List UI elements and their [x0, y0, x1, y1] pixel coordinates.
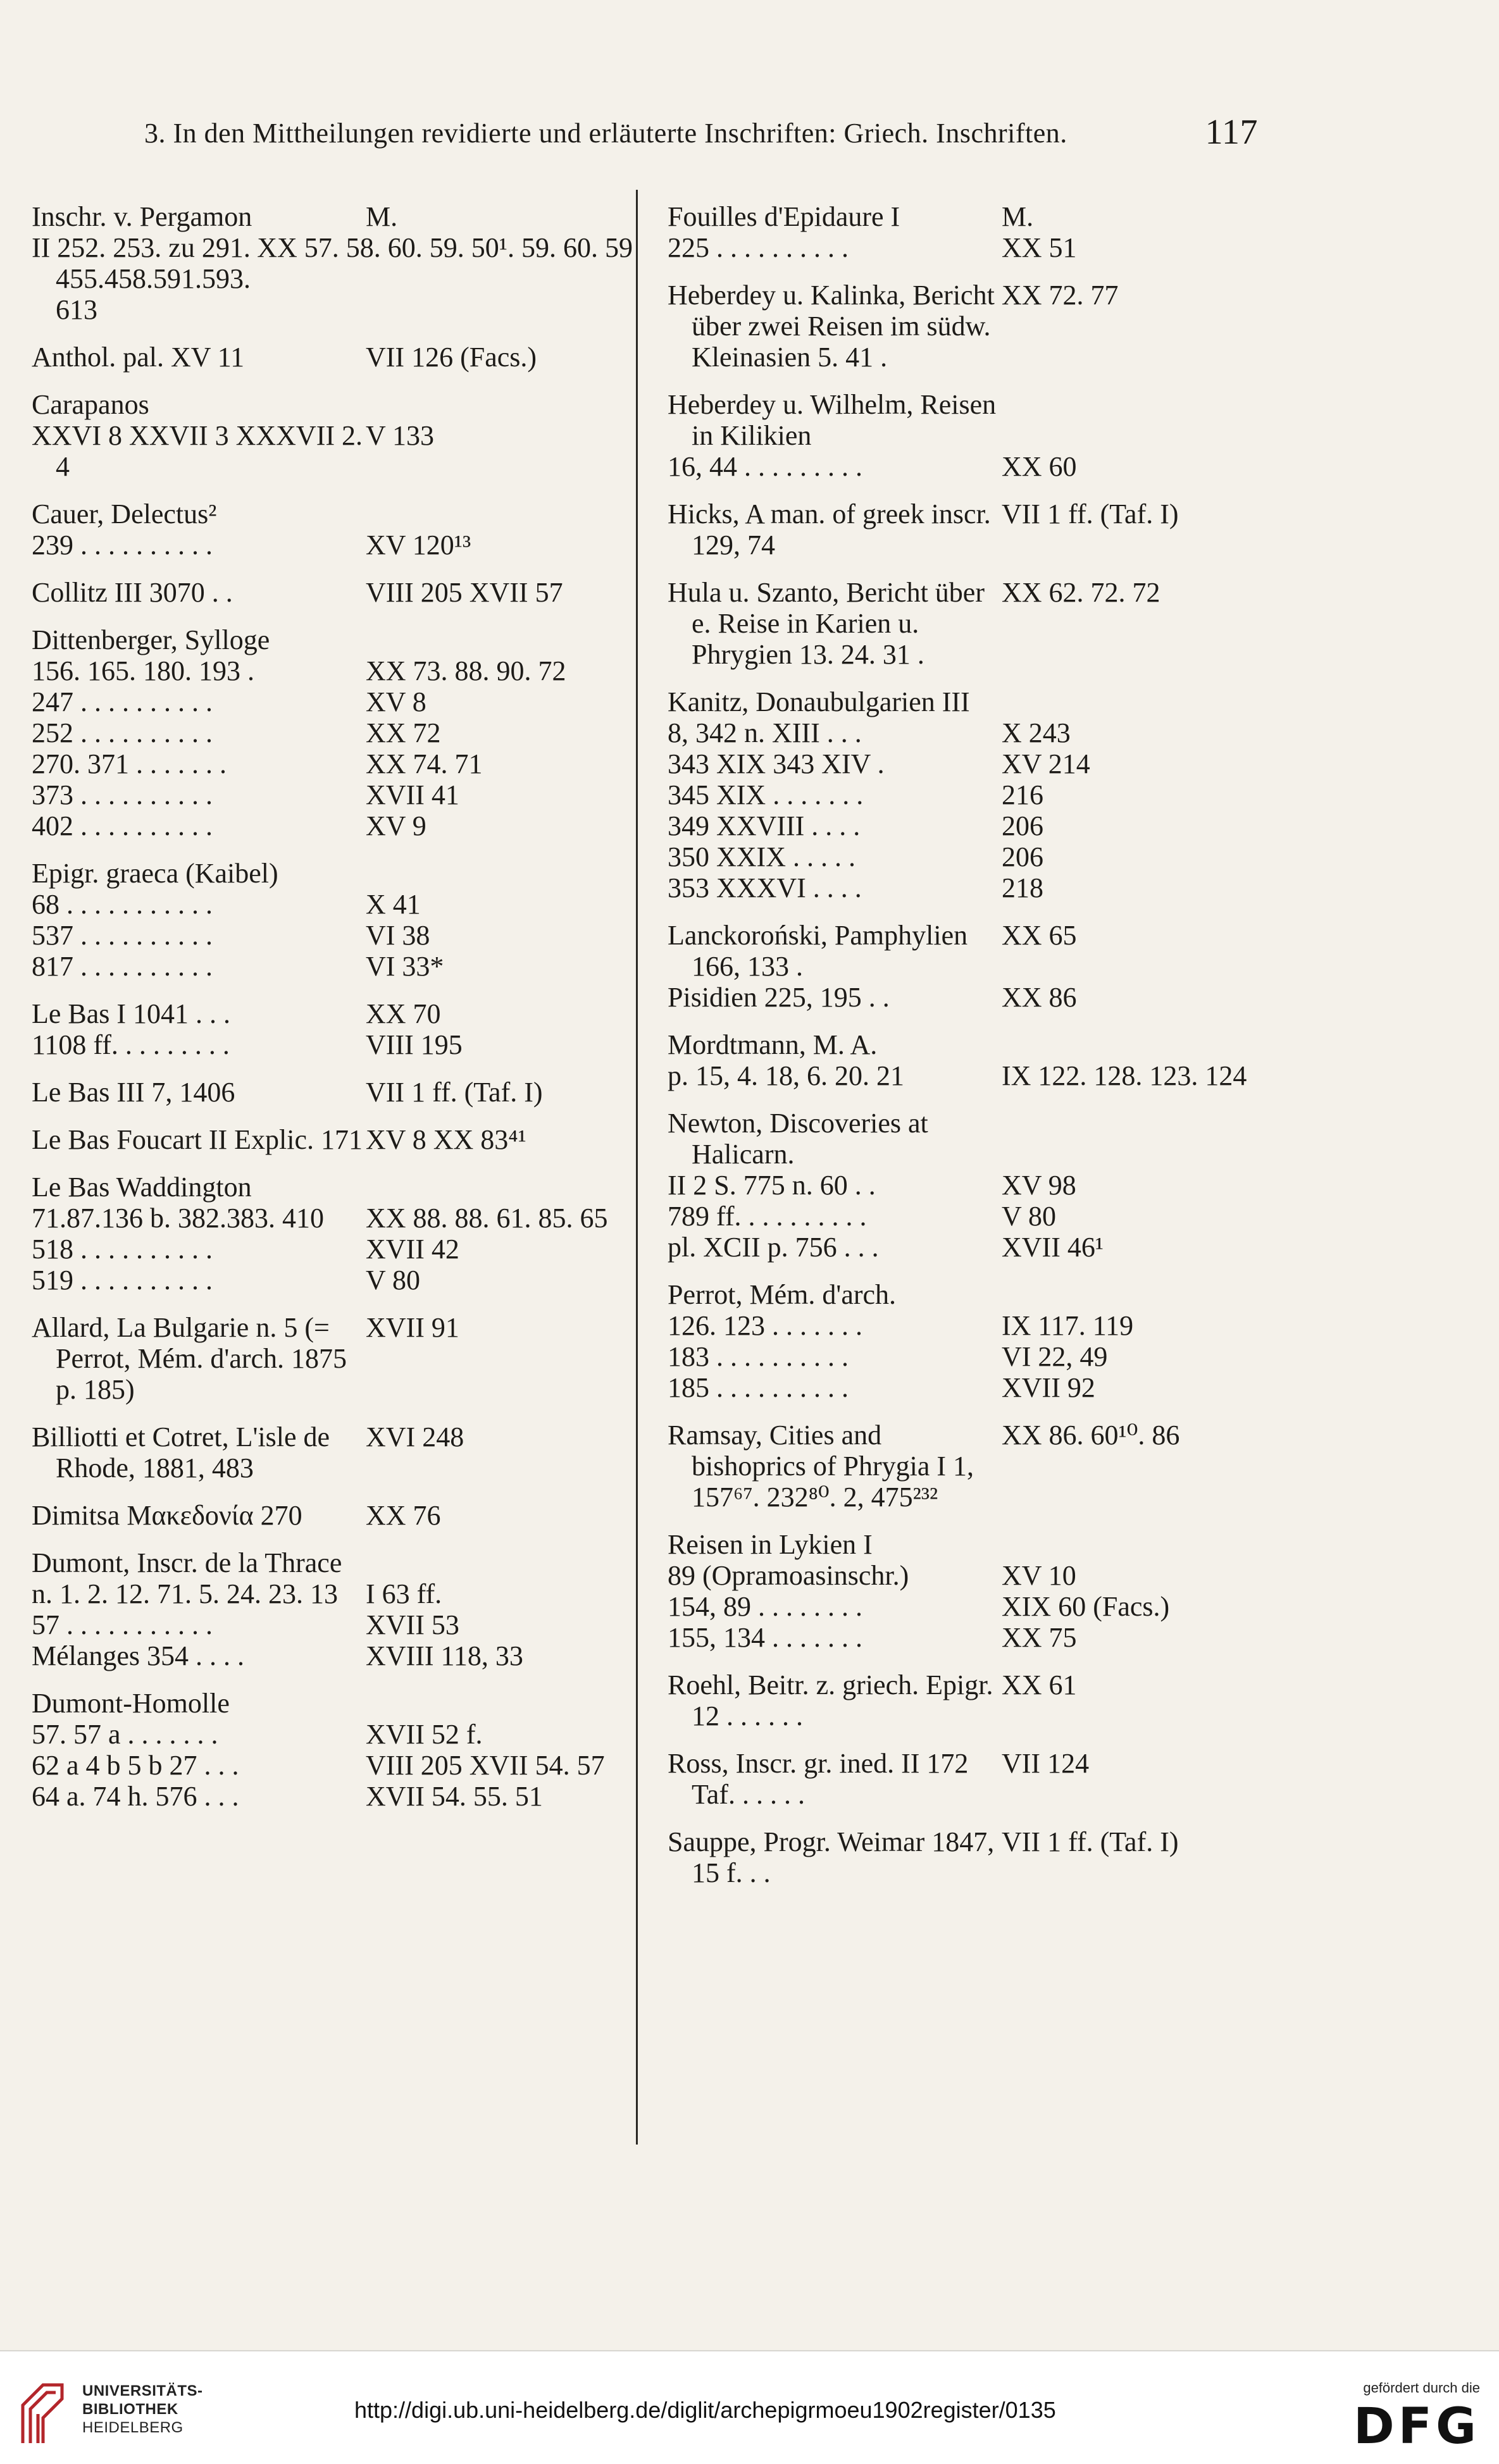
entry-reference: Collitz III 3070 . .	[32, 577, 233, 608]
entry-reference: 89 (Opramoasinschr.)	[668, 1560, 909, 1591]
entry-value: XVII 52 f.	[366, 1719, 483, 1750]
entry-reference: 247 . . . . . . . . . .	[32, 686, 213, 717]
entry-reference: Allard, La Bulgarie n. 5 (= Perrot, Mém. d'arch. 1875 p. 185)	[32, 1312, 347, 1405]
index-entry	[32, 624, 633, 655]
entry-value	[366, 498, 633, 529]
column-divider	[636, 190, 638, 2145]
index-entry	[32, 1750, 633, 1781]
entry-value: XX 70	[366, 998, 441, 1029]
entry-reference: II 2 S. 775 n. 60 . .	[668, 1170, 876, 1201]
index-entry	[32, 1124, 633, 1155]
index-entry	[32, 920, 633, 951]
entry-reference: 8, 342 n. XIII . . .	[668, 717, 862, 748]
entry-reference: 126. 123 . . . . . . .	[668, 1310, 862, 1341]
index-entry	[32, 998, 633, 1029]
index-entry	[32, 889, 633, 920]
entry-reference: XXVI 8 XXVII 3 XXXVII 2. 4	[32, 420, 363, 482]
entry-value: VII 1 ff. (Taf. I)	[1002, 498, 1179, 529]
index-entry	[668, 748, 1262, 779]
index-entry	[32, 1609, 633, 1640]
entry-value	[1002, 1029, 1262, 1060]
index-entry	[32, 389, 633, 420]
entry-reference: 349 XXVIII . . . .	[668, 810, 861, 841]
entry-reference: Le Bas Foucart II Explic. 171	[32, 1124, 363, 1155]
entry-reference: 1108 ff. . . . . . . . .	[32, 1029, 230, 1060]
entry-reference: 64 a. 74 h. 576 . . .	[32, 1781, 239, 1812]
entry-reference: Dimitsa Μακεδονία 270	[32, 1500, 302, 1531]
entry-reference: 252 . . . . . . . . . .	[32, 717, 213, 748]
entry-reference: Ross, Inscr. gr. ined. II 172 Taf. . . . . .	[668, 1748, 969, 1810]
entry-value: XX 61	[1002, 1669, 1077, 1700]
entry-reference: pl. XCII p. 756 . . .	[668, 1232, 879, 1263]
running-header	[144, 113, 1258, 152]
entry-value: X 243	[1002, 717, 1071, 748]
index-entry	[668, 498, 1262, 560]
entry-value: X 41	[366, 889, 421, 920]
entry-value: XVII 42	[366, 1234, 459, 1265]
entry-value: VI 38	[366, 920, 430, 951]
entry-reference: Kanitz, Donaubulgarien III	[668, 686, 970, 717]
index-entry	[668, 1232, 1262, 1263]
entry-reference: 402 . . . . . . . . . .	[32, 810, 213, 841]
index-entry	[32, 1172, 633, 1203]
entry-value	[366, 1172, 633, 1203]
entry-value: IX 117. 119	[1002, 1310, 1134, 1341]
entry-reference: 537 . . . . . . . . . .	[32, 920, 213, 951]
entry-value: M.	[1002, 201, 1034, 232]
logo-line1: UNIVERSITÄTS-	[82, 2382, 203, 2399]
index-entry	[668, 1529, 1262, 1560]
footer-bar	[0, 2350, 1499, 2464]
index-entry	[32, 655, 633, 686]
index-entry	[668, 1310, 1262, 1341]
index-entry	[668, 1372, 1262, 1403]
entry-reference: 353 XXXVI . . . .	[668, 872, 862, 903]
index-entry	[668, 1341, 1262, 1372]
index-entry	[668, 1279, 1262, 1310]
entry-reference: Anthol. pal. XV 11	[32, 342, 245, 373]
entry-reference: Sauppe, Progr. Weimar 1847, 15 f. . .	[668, 1826, 995, 1888]
index-entry	[668, 1560, 1262, 1591]
entry-value: XIX 60 (Facs.)	[1002, 1591, 1170, 1622]
entry-reference: Inschr. v. Pergamon	[32, 201, 252, 232]
index-entry	[668, 1669, 1262, 1731]
entry-reference: 225 . . . . . . . . . .	[668, 232, 849, 263]
index-entry	[32, 686, 633, 717]
entry-reference: 519 . . . . . . . . . .	[32, 1265, 213, 1296]
entry-value: XVII 41	[366, 779, 459, 810]
entry-value: VI 33*	[366, 951, 444, 982]
entry-value: XVIII 118, 33	[366, 1640, 523, 1671]
entry-reference: II 252. 253. zu 291. 455.458.591.593. 613	[32, 232, 251, 325]
entry-value: XX 65	[1002, 920, 1077, 951]
index-entry	[668, 920, 1262, 982]
entry-value: XVII 53	[366, 1609, 459, 1640]
index-entry	[668, 1748, 1262, 1810]
dfg-caption: gefördert durch die	[1363, 2380, 1480, 2396]
entry-reference: Le Bas Waddington	[32, 1172, 252, 1203]
index-entry	[32, 1421, 633, 1483]
entry-reference: Mordtmann, M. A.	[668, 1029, 878, 1060]
entry-reference: Heberdey u. Wilhelm, Reisen in Kilikien	[668, 389, 997, 451]
entry-reference: 350 XXIX . . . . .	[668, 841, 855, 872]
index-entry	[32, 1688, 633, 1719]
entry-value: XVII 92	[1002, 1372, 1095, 1403]
entry-reference: 789 ff. . . . . . . . . .	[668, 1201, 867, 1232]
entry-value: XV 8	[366, 686, 426, 717]
entry-value: XX 75	[1002, 1622, 1077, 1653]
index-entry	[668, 717, 1262, 748]
entry-value: XX 51	[1002, 232, 1077, 263]
index-entry	[32, 342, 633, 373]
entry-value: XV 214	[1002, 748, 1090, 779]
entry-value: VIII 205 XVII 57	[366, 577, 563, 608]
entry-value: VIII 195	[366, 1029, 463, 1060]
entry-reference: Le Bas III 7, 1406	[32, 1077, 235, 1108]
entry-value: VII 124	[1002, 1748, 1090, 1779]
entry-value: XX 76	[366, 1500, 441, 1531]
index-entry	[668, 232, 1262, 263]
entry-reference: 183 . . . . . . . . . .	[668, 1341, 849, 1372]
index-entry	[32, 529, 633, 560]
index-entry	[32, 201, 633, 232]
entry-value: XX 74. 71	[366, 748, 483, 779]
index-entry	[32, 1640, 633, 1671]
index-entry	[32, 748, 633, 779]
index-entry	[668, 1060, 1262, 1091]
entry-value: XV 8 XX 83⁴¹	[366, 1124, 526, 1155]
entry-reference: 343 XIX 343 XIV .	[668, 748, 885, 779]
entry-reference: 156. 165. 180. 193 .	[32, 655, 254, 686]
index-entry	[668, 1826, 1262, 1888]
index-entry	[668, 201, 1262, 232]
index-entry	[668, 1420, 1262, 1513]
entry-value: XX 73. 88. 90. 72	[366, 655, 566, 686]
entry-value: XVI 248	[366, 1421, 464, 1452]
entry-reference: Pisidien 225, 195 . .	[668, 982, 890, 1013]
entry-reference: Reisen in Lykien I	[668, 1529, 873, 1560]
source-url-link[interactable]: http://digi.ub.uni-heidelberg.de/diglit/archepigrmoeu1902register/0135	[354, 2397, 1056, 2423]
index-entry	[32, 1500, 633, 1531]
entry-reference: 270. 371 . . . . . . .	[32, 748, 227, 779]
logo-line2: BIBLIOTHEK	[82, 2401, 178, 2418]
entry-reference: Newton, Discoveries at Halicarn.	[668, 1108, 928, 1170]
index-entry	[668, 1201, 1262, 1232]
index-entry	[32, 858, 633, 889]
entry-reference: Cauer, Delectus²	[32, 498, 217, 529]
entry-reference: 57 . . . . . . . . . . .	[32, 1609, 213, 1640]
index-entry	[32, 1547, 633, 1578]
index-entry	[32, 1719, 633, 1750]
index-entry	[32, 1781, 633, 1812]
index-entry	[32, 232, 633, 325]
entry-reference: 239 . . . . . . . . . .	[32, 529, 213, 560]
entry-reference: Heberdey u. Kalinka, Bericht über zwei Reisen im südw. Kleinasien 5. 41 .	[668, 280, 995, 373]
index-entry	[32, 1312, 633, 1405]
index-entry	[668, 872, 1262, 903]
entry-reference: 345 XIX . . . . . . .	[668, 779, 864, 810]
right-column	[668, 201, 1262, 1888]
entry-value: VI 22, 49	[1002, 1341, 1108, 1372]
entry-value: XX 60	[1002, 451, 1077, 482]
entry-reference: Dumont-Homolle	[32, 1688, 230, 1719]
entry-reference: 62 a 4 b 5 b 27 . . .	[32, 1750, 239, 1781]
index-entry	[668, 982, 1262, 1013]
entry-reference: 16, 44 . . . . . . . . .	[668, 451, 862, 482]
index-entry	[668, 389, 1262, 451]
entry-value: M.	[366, 201, 398, 232]
entry-value: I 63 ff.	[366, 1578, 442, 1609]
index-entry	[668, 1622, 1262, 1653]
entry-value: V 80	[1002, 1201, 1056, 1232]
index-entry	[668, 1029, 1262, 1060]
index-entry	[32, 951, 633, 982]
index-entry	[668, 841, 1262, 872]
index-entry	[32, 1234, 633, 1265]
entry-value: VIII 205 XVII 54. 57	[366, 1750, 605, 1781]
entry-value: V 133	[366, 420, 434, 451]
entry-reference: Billiotti et Cotret, L'isle de Rhode, 1881, 483	[32, 1421, 330, 1483]
index-entry	[32, 1077, 633, 1108]
logo-line3: HEIDELBERG	[82, 2419, 183, 2436]
entry-value: XV 9	[366, 810, 426, 841]
entry-value: XX 86	[1002, 982, 1077, 1013]
index-entry	[668, 1108, 1262, 1170]
library-logo-text	[82, 2382, 203, 2437]
entry-value: XX 62. 72. 72	[1002, 577, 1160, 608]
entry-value: XX 72. 77	[1002, 280, 1119, 311]
entry-value: 206	[1002, 841, 1043, 872]
entry-value	[1002, 389, 1262, 451]
index-entry	[668, 1170, 1262, 1201]
entry-value	[1002, 1279, 1262, 1310]
entry-value: XV 10	[1002, 1560, 1076, 1591]
index-entry	[32, 577, 633, 608]
index-entry	[32, 1578, 633, 1609]
entry-value: XVII 54. 55. 51	[366, 1781, 543, 1812]
entry-value: XX 57. 58. 60. 59. 50¹. 59. 60. 59	[257, 232, 633, 263]
entry-reference: Roehl, Beitr. z. griech. Epigr. 12 . . . . . .	[668, 1669, 993, 1731]
index-entry	[668, 686, 1262, 717]
entry-reference: 57. 57 a . . . . . . .	[32, 1719, 218, 1750]
entry-value	[1002, 1529, 1262, 1560]
entry-reference: Carapanos	[32, 389, 149, 420]
entry-value: XV 120¹³	[366, 529, 471, 560]
dfg-logo: DFG	[1353, 2398, 1480, 2455]
entry-reference: Lanckoroński, Pamphylien 166, 133 .	[668, 920, 968, 982]
index-entry	[668, 1591, 1262, 1622]
entry-value: XX 88. 88. 61. 85. 65	[366, 1203, 608, 1234]
entry-value	[366, 858, 633, 889]
entry-value: XX 86. 60¹⁰. 86	[1002, 1420, 1180, 1451]
entry-reference: Dumont, Inscr. de la Thrace	[32, 1547, 342, 1578]
index-entry	[668, 577, 1262, 670]
entry-reference: 185 . . . . . . . . . .	[668, 1372, 849, 1403]
index-entry	[32, 1265, 633, 1296]
entry-reference: 155, 134 . . . . . . .	[668, 1622, 862, 1653]
index-entry	[32, 1029, 633, 1060]
library-logo-icon	[18, 2380, 67, 2446]
index-entry	[668, 810, 1262, 841]
entry-value: 206	[1002, 810, 1043, 841]
entry-value	[1002, 1108, 1262, 1170]
entry-reference: Hicks, A man. of greek inscr. 129, 74	[668, 498, 991, 560]
entry-value: VII 1 ff. (Taf. I)	[1002, 1826, 1179, 1857]
header-title: 3. In den Mittheilungen revidierte und erläuterte Inschriften: Griech. Inschriften.	[144, 118, 1067, 149]
entry-reference: 817 . . . . . . . . . .	[32, 951, 213, 982]
entry-reference: Dittenberger, Sylloge	[32, 624, 270, 655]
entry-value: XV 98	[1002, 1170, 1076, 1201]
entry-reference: Ramsay, Cities and bishoprics of Phrygia I 1, 157⁶⁷. 232⁸⁰. 2, 475²³²	[668, 1420, 974, 1513]
entry-reference: 154, 89 . . . . . . . .	[668, 1591, 862, 1622]
index-entry	[32, 717, 633, 748]
index-entry	[668, 280, 1262, 373]
entry-reference: Hula u. Szanto, Bericht über e. Reise in Karien u. Phrygien 13. 24. 31 .	[668, 577, 985, 670]
index-entry	[32, 779, 633, 810]
index-entry	[668, 451, 1262, 482]
entry-reference: 518 . . . . . . . . . .	[32, 1234, 213, 1265]
entry-reference: Fouilles d'Epidaure I	[668, 201, 900, 232]
entry-reference: Epigr. graeca (Kaibel)	[32, 858, 278, 889]
entry-reference: Perrot, Mém. d'arch.	[668, 1279, 897, 1310]
index-entry	[32, 420, 633, 482]
index-entry	[668, 779, 1262, 810]
index-entry	[32, 1203, 633, 1234]
entry-value: 216	[1002, 779, 1043, 810]
entry-value	[366, 389, 633, 420]
entry-reference: 68 . . . . . . . . . . .	[32, 889, 213, 920]
index-entry	[32, 498, 633, 529]
entry-value	[366, 1547, 633, 1578]
left-column	[32, 201, 633, 1812]
entry-value: IX 122. 128. 123. 124	[1002, 1060, 1247, 1091]
page-number: 117	[1205, 113, 1258, 152]
entry-value: XX 72	[366, 717, 441, 748]
entry-reference: Mélanges 354 . . . .	[32, 1640, 245, 1671]
entry-value: VII 1 ff. (Taf. I)	[366, 1077, 543, 1108]
entry-value: V 80	[366, 1265, 420, 1296]
entry-value: XVII 91	[366, 1312, 459, 1343]
entry-value	[366, 1688, 633, 1719]
entry-reference: n. 1. 2. 12. 71. 5. 24. 23. 13	[32, 1578, 338, 1609]
entry-value	[1002, 686, 1262, 717]
entry-value: 218	[1002, 872, 1043, 903]
entry-reference: 373 . . . . . . . . . .	[32, 779, 213, 810]
index-entry	[32, 810, 633, 841]
entry-reference: p. 15, 4. 18, 6. 20. 21	[668, 1060, 904, 1091]
entry-reference: Le Bas I 1041 . . .	[32, 998, 231, 1029]
entry-value	[366, 624, 633, 655]
entry-reference: 71.87.136 b. 382.383. 410	[32, 1203, 324, 1234]
entry-value: VII 126 (Facs.)	[366, 342, 537, 373]
entry-value: XVII 46¹	[1002, 1232, 1104, 1263]
